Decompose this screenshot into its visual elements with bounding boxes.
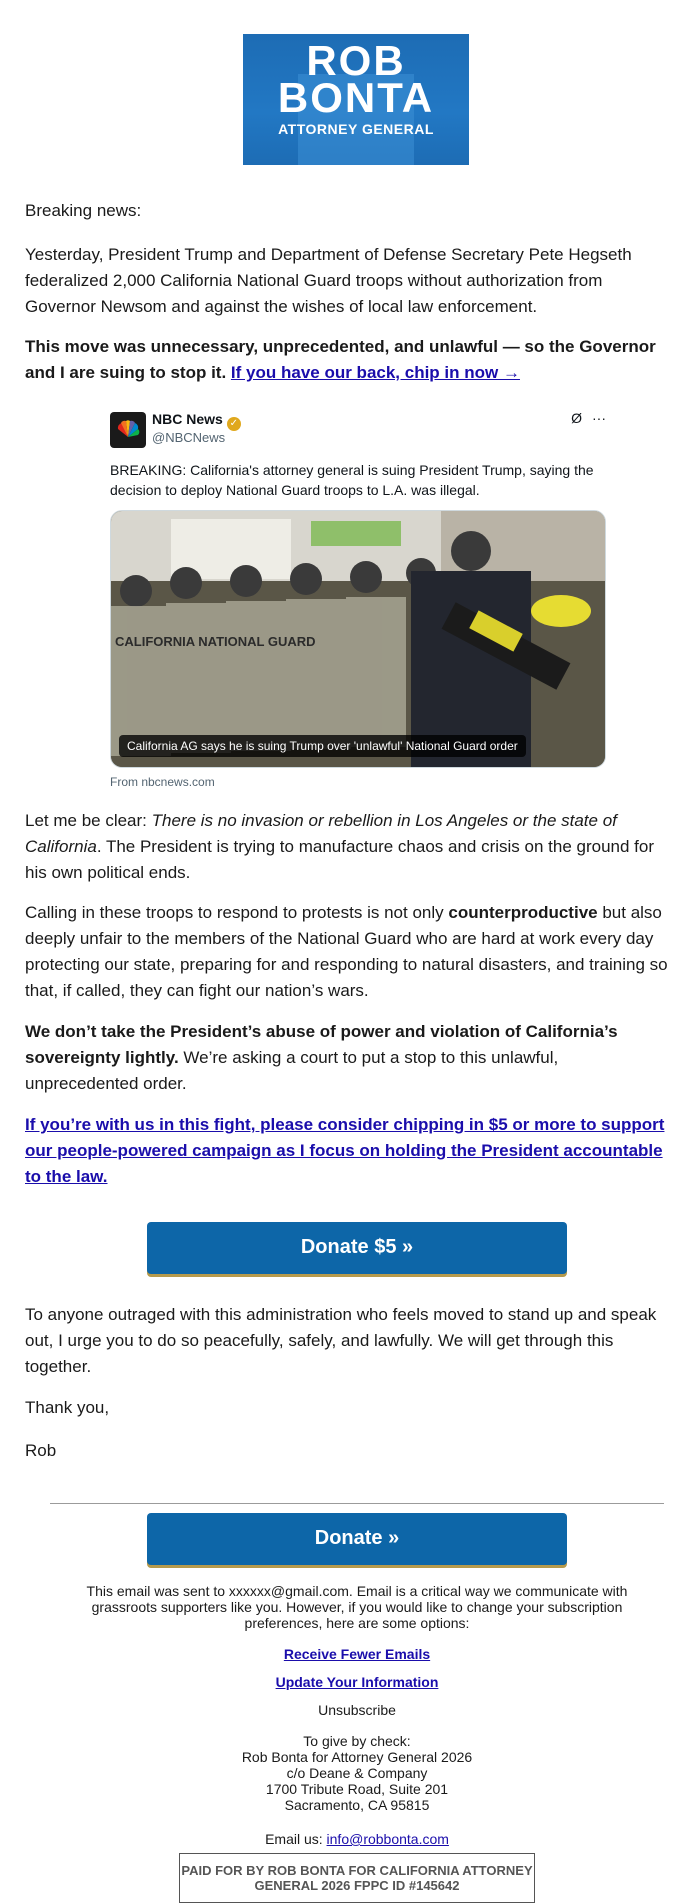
paragraph-4-bold: counterproductive (448, 903, 598, 922)
paragraph-3-rest: . The President is trying to manufacture chaos and crisis on the ground for his own political ends. (25, 837, 655, 882)
paid-for-disclaimer: PAID FOR BY ROB BONTA FOR CALIFORNIA ATTORNEY GENERAL 2026 FPPC ID #145642 (179, 1853, 535, 1903)
check-line-3: 1700 Tribute Road, Suite 201 (265, 1781, 449, 1797)
email-link[interactable]: info@robbonta.com (326, 1831, 449, 1847)
shield-text-1: CALIFORNIA NATIONAL GUARD (115, 634, 316, 649)
update-information-link[interactable]: Update Your Information (275, 1674, 439, 1690)
tweet-account-name[interactable] (152, 410, 241, 431)
paragraph-4 (25, 900, 675, 1004)
verified-badge-icon: ✓ (227, 417, 241, 431)
subscription-notice: This email was sent to xxxxxx@gmail.com. Email is a critical way we communicate with grassroots supporters like you. However, if you would like to change your subscription preferences, here are some options: (86, 1583, 628, 1631)
national-guard-photo (111, 511, 606, 768)
unsubscribe-link[interactable]: Unsubscribe (318, 1702, 396, 1718)
logo-line-2: BONTA (277, 74, 435, 121)
signature: Rob (25, 1441, 57, 1460)
more-options-icon[interactable]: ··· (592, 410, 606, 426)
paragraph-7: To anyone outraged with this administration who feels moved to stand up and speak out, I urge you to do so peacefully, safely, and lawfully. We will get through this together. (25, 1305, 657, 1376)
tweet-handle[interactable]: @NBCNews (152, 430, 226, 445)
receive-fewer-emails-link[interactable]: Receive Fewer Emails (283, 1646, 431, 1662)
check-line-2: c/o Deane & Company (286, 1765, 428, 1781)
check-line-1: Rob Bonta for Attorney General 2026 (241, 1749, 473, 1765)
greeting: Breaking news: (25, 201, 142, 220)
paragraph-6 (25, 1112, 675, 1190)
donate-button[interactable]: Donate » (147, 1513, 567, 1565)
update-info-row (60, 1674, 654, 1690)
tweet-photo[interactable] (110, 510, 606, 768)
logo-line-3: ATTORNEY GENERAL (278, 121, 434, 137)
check-line-4: Sacramento, CA 95815 (284, 1797, 430, 1813)
rob-bonta-logo (243, 34, 469, 165)
x-logo-icon[interactable]: Ø (571, 410, 582, 426)
paragraph-4-lead: Calling in these troops to respond to protests is not only (25, 903, 449, 922)
email-us-label: Email us: (265, 1831, 327, 1847)
support-campaign-link[interactable]: If you’re with us in this fight, please consider chipping in $5 or more to support our people-powered campaign as I focus on holding the President accountable to the law. (25, 1115, 665, 1186)
divider (50, 1503, 664, 1504)
paragraph-2 (25, 334, 675, 386)
paragraph-3-lead: Let me be clear: (25, 811, 152, 830)
paragraph-1: Yesterday, President Trump and Department of Defense Secretary Pete Hegseth federalized 2,000 California National Guard troops without authorization from Governor Newsom and against the wishes of local law enforcement. (25, 245, 632, 316)
tweet-name-text: NBC News (152, 411, 223, 427)
tweet-actions (561, 410, 606, 426)
email-us-row (60, 1831, 654, 1847)
paragraph-5-rest: We’re asking a court to put a stop to this unlawful, unprecedented order. (25, 1048, 559, 1093)
paragraph-4-rest: but also deeply unfair to the members of the National Guard who are hard at work every day protecting our state, preparing for and responding to natural disasters, and training so that, if called, they can fight our nation’s wars. (25, 903, 668, 1000)
thank-you: Thank you, (25, 1398, 110, 1417)
paragraph-3-italic: There is no invasion or rebellion in Los Angeles or the state of California (25, 811, 617, 856)
chip-in-link[interactable]: If you have our back, chip in now → (230, 363, 520, 382)
fewer-emails-row (60, 1646, 654, 1662)
nbc-peacock-icon (116, 420, 140, 438)
paragraph-5-bold: We don’t take the President’s abuse of power and violation of California’s sovereignty lightly. (25, 1022, 618, 1067)
logo-line-1: ROB (306, 37, 406, 84)
embedded-tweet[interactable] (110, 408, 606, 788)
check-address-block (60, 1733, 654, 1813)
paragraph-2-bold: This move was unnecessary, unprecedented, and unlawful — so the Governor and I are suing to stop it. (25, 337, 656, 382)
paragraph-3 (25, 808, 675, 886)
donate-5-button[interactable]: Donate $5 » (147, 1222, 567, 1274)
tweet-text: BREAKING: California's attorney general is suing President Trump, saying the decision to deploy National Guard troops to L.A. was illegal. (110, 462, 594, 498)
tweet-photo-caption: California AG says he is suing Trump over 'unlawful' National Guard order (119, 735, 526, 757)
tweet-source[interactable]: From nbcnews.com (110, 775, 215, 789)
paragraph-5 (25, 1019, 675, 1097)
nbc-avatar (110, 412, 146, 448)
check-intro: To give by check: (303, 1733, 411, 1749)
